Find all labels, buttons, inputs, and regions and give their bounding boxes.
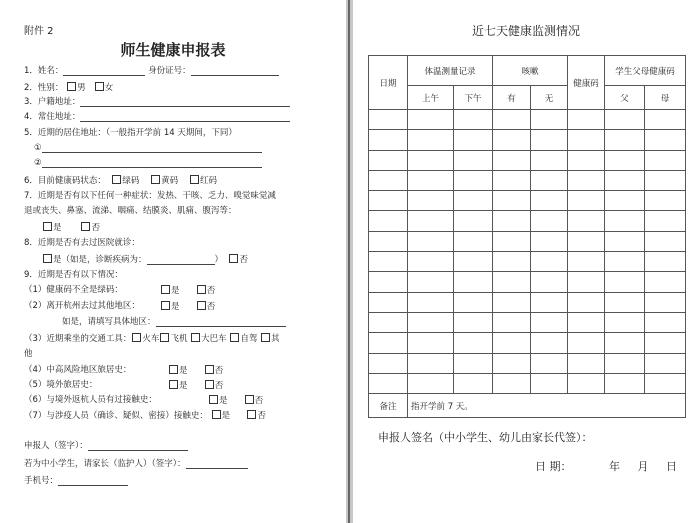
situation-3-tail: 他 [24,349,33,359]
table-cell[interactable] [493,211,531,231]
date-row [535,460,677,473]
green-code-label: 绿码 [122,176,140,186]
table-row [369,333,686,353]
self-drive-checkbox[interactable] [230,333,239,342]
address-2-field[interactable] [42,159,262,168]
table-cell[interactable] [369,312,408,332]
table-cell[interactable] [531,170,568,190]
hospital-question: 8．近期是否有去过医院就诊： [24,238,140,248]
table-cell[interactable] [605,130,645,150]
table-cell[interactable] [408,211,454,231]
table-cell[interactable] [645,252,686,272]
table-cell[interactable] [605,110,645,130]
table-cell[interactable] [493,130,531,150]
name-row [24,66,279,76]
table-cell[interactable] [454,312,493,332]
plane-label: 飞机 [170,334,188,344]
form-title: 师生健康申报表 [120,41,226,59]
table-cell[interactable] [408,170,454,190]
symptoms-question-line2: 退或丧失、鼻塞、流涕、咽痛、结膜炎、肌痛、腹泻等： [24,206,237,216]
bus-label: 大巴车 [201,334,227,344]
table-cell[interactable] [493,272,531,292]
table-row [369,170,686,190]
table-cell[interactable] [454,231,493,251]
household-address-field[interactable] [80,98,290,107]
region-field[interactable] [156,318,286,327]
right-page [353,0,699,523]
health-code-label: 6．目前健康码状态： [24,176,106,186]
current-address-row [24,112,290,122]
table-cell[interactable] [568,312,605,332]
situation-5-yes-label: 是 [179,381,188,391]
address-1-row [34,143,262,153]
hospital-no-label: 否 [239,255,248,265]
situation-2-no-label: 否 [206,302,216,312]
monitoring-table [368,55,686,418]
guardian-signature-field[interactable] [186,460,248,469]
table-cell[interactable] [568,130,605,150]
situation-4-answers [168,365,223,376]
table-cell[interactable] [605,272,645,292]
other-checkbox[interactable] [261,333,270,342]
table-cell[interactable] [605,211,645,231]
signature-label: 申报人（签字）： [24,441,88,451]
situation-5-no-checkbox[interactable] [205,380,214,389]
table-row [369,191,686,211]
table-cell[interactable] [454,191,493,211]
table-cell[interactable] [408,252,454,272]
table-cell[interactable] [454,373,493,393]
subheader-cough-no: 无 [531,86,568,110]
situation-1-no-checkbox[interactable] [197,285,206,294]
situation-7-yes-checkbox[interactable] [212,410,221,419]
table-cell[interactable] [369,150,408,170]
table-cell[interactable] [369,292,408,312]
situation-4-row [24,365,131,375]
table-row [369,130,686,150]
situation-4-yes-label: 是 [179,366,188,376]
diagnosis-field[interactable] [147,256,215,265]
table-cell[interactable] [645,272,686,292]
situation-2-no-checkbox[interactable] [197,301,206,310]
table-cell[interactable] [493,292,531,312]
situation-1-answers [160,285,215,296]
situation-1-label: （1）健康码不全是绿码： [24,285,123,295]
situation-6-label: （6）与境外返杭人员有过接触史： [24,395,157,405]
table-cell[interactable] [408,312,454,332]
situation-6-row [24,395,157,405]
situation-4-no-label: 否 [214,366,224,376]
table-cell[interactable] [408,110,454,130]
male-label: 男 [77,83,86,93]
table-row [369,150,686,170]
situation-6-yes-checkbox[interactable] [209,395,218,404]
table-cell[interactable] [605,231,645,251]
red-code-label: 红码 [199,176,217,186]
table-cell[interactable] [605,191,645,211]
situations-question: 9．近期是否有以下情况： [24,270,123,280]
table-cell[interactable] [568,292,605,312]
table-row [369,110,686,130]
phone-row [24,476,128,486]
table-cell[interactable] [408,272,454,292]
table-cell[interactable] [408,191,454,211]
situation-4-yes-checkbox[interactable] [169,365,178,374]
table-cell[interactable] [645,150,686,170]
table-cell[interactable] [605,353,645,373]
table-cell[interactable] [568,191,605,211]
table-row [369,231,686,251]
table-cell[interactable] [369,211,408,231]
table-cell[interactable] [568,110,605,130]
table-cell[interactable] [645,353,686,373]
table-row [369,312,686,332]
table-cell[interactable] [369,272,408,292]
table-cell[interactable] [645,191,686,211]
current-address-field[interactable] [80,113,290,122]
hospital-yes-label: 是（如是，诊断疾病为： [53,255,147,265]
situation-2-row [24,301,140,311]
situation-6-no-label: 否 [254,396,264,406]
name-label: 1．姓名： [24,66,64,76]
plane-checkbox[interactable] [160,333,169,342]
situation-3-label: （3）近期乘坐的交通工具： [24,334,132,344]
table-cell[interactable] [408,150,454,170]
name-field[interactable] [63,67,145,76]
table-cell[interactable] [454,170,493,190]
table-cell[interactable] [605,333,645,353]
note-text: 指开学前 7 天。 [408,394,686,418]
female-label: 女 [104,83,114,93]
table-cell[interactable] [568,252,605,272]
situation-6-yes-label: 是 [219,396,228,406]
situation-5-no-label: 否 [214,381,224,391]
table-cell[interactable] [408,292,454,312]
table-cell[interactable] [493,191,531,211]
note-label: 备注 [369,394,408,418]
region-fill-label: 如是，请填写具体地区： [62,317,156,327]
table-cell[interactable] [369,170,408,190]
table-cell[interactable] [605,150,645,170]
address-1-label: ① [34,143,42,153]
subheader-father: 父 [605,86,645,110]
situation-3-row [24,333,280,344]
situation-5-label: （5）境外旅居史： [24,380,98,390]
table-cell[interactable] [605,373,645,393]
symptoms-question-line1: 7．近期是否有以下任何一种症状：发热、干咳、乏力、嗅觉味觉减 [24,191,276,201]
table-cell[interactable] [493,150,531,170]
female-checkbox[interactable] [95,82,104,91]
situation-1-no-label: 否 [206,286,216,296]
phone-label: 手机号： [24,476,59,486]
table-cell[interactable] [568,353,605,373]
table-cell[interactable] [454,130,493,150]
subheader-mother: 母 [645,86,686,110]
situation-7-label: （7）与涉疫人员（确诊、疑似、密接）接触史： [24,411,208,421]
red-code-checkbox[interactable] [190,175,199,184]
table-cell[interactable] [605,252,645,272]
table-cell[interactable] [493,252,531,272]
table-cell[interactable] [645,211,686,231]
table-cell[interactable] [454,292,493,312]
table-cell[interactable] [408,130,454,150]
table-cell[interactable] [645,231,686,251]
other-label: 其 [271,334,280,344]
situation-7-yes-label: 是 [221,411,231,421]
table-cell[interactable] [605,312,645,332]
table-cell[interactable] [531,130,568,150]
situation-1-row [24,285,123,295]
subheader-am: 上午 [408,86,454,110]
table-cell[interactable] [531,191,568,211]
male-checkbox[interactable] [67,82,76,91]
yellow-code-checkbox[interactable] [151,175,160,184]
table-cell[interactable] [645,292,686,312]
table-cell[interactable] [454,211,493,231]
address-1-field[interactable] [42,144,262,153]
table-cell[interactable] [568,170,605,190]
appendix-label: 附件 2 [24,26,54,37]
table-cell[interactable] [454,272,493,292]
blank-rows [369,110,686,394]
table-cell[interactable] [493,312,531,332]
table-cell[interactable] [493,333,531,353]
table-cell[interactable] [454,150,493,170]
header-health-code: 健康码 [568,56,605,110]
table-cell[interactable] [531,150,568,170]
situation-2-label: （2）离开杭州去过其他地区： [24,301,140,311]
guardian-label: 若为中小学生，请家长（监护人）（签字）： [24,459,186,469]
table-cell[interactable] [493,110,531,130]
table-cell[interactable] [531,252,568,272]
hospital-answer-row [42,254,248,265]
address-2-label: ② [34,158,42,168]
symptoms-yes-label: 是 [53,223,62,233]
table-cell[interactable] [605,292,645,312]
header-date: 日期 [369,56,408,110]
signature-row [24,441,188,451]
table-cell[interactable] [369,231,408,251]
table-cell[interactable] [645,130,686,150]
situation-1-yes-label: 是 [171,286,180,296]
table-cell[interactable] [369,333,408,353]
page-divider [346,0,353,523]
table-row [369,353,686,373]
table-cell[interactable] [493,231,531,251]
table-cell[interactable] [454,252,493,272]
table-cell[interactable] [369,353,408,373]
yellow-code-label: 黄码 [161,176,179,186]
date-label: 日 期： [535,460,572,473]
table-cell[interactable] [531,333,568,353]
situation-6-answers [208,395,263,406]
table-cell[interactable] [568,150,605,170]
bus-checkbox[interactable] [191,333,200,342]
household-label: 3．户籍地址： [24,97,81,107]
symptoms-no-label: 否 [91,223,100,233]
table-cell[interactable] [531,272,568,292]
id-number-field[interactable] [191,67,279,76]
region-fill-row [62,317,286,327]
table-row [369,211,686,231]
table-cell[interactable] [645,373,686,393]
table-cell[interactable] [408,333,454,353]
green-code-checkbox[interactable] [112,175,121,184]
symptoms-yes-checkbox[interactable] [43,222,52,231]
table-cell[interactable] [568,333,605,353]
situation-2-yes-label: 是 [171,302,180,312]
year-label: 年 [609,460,620,473]
left-page [0,0,346,523]
table-row [369,272,686,292]
table-row [369,292,686,312]
monitoring-title: 近七天健康监测情况 [471,24,580,38]
train-checkbox[interactable] [132,333,141,342]
subheader-cough-yes: 有 [493,86,531,110]
health-code-row [24,175,217,186]
self-drive-label: 自驾 [240,334,258,344]
table-cell[interactable] [645,312,686,332]
table-cell[interactable] [369,110,408,130]
table-cell[interactable] [531,312,568,332]
signature-field[interactable] [88,442,188,451]
table-cell[interactable] [568,373,605,393]
table-cell[interactable] [454,353,493,373]
hospital-close-paren: ） [214,255,224,265]
symptoms-answer-row [42,222,100,233]
situation-2-answers [160,301,215,312]
month-label: 月 [637,460,649,473]
situation-2-yes-checkbox[interactable] [161,301,170,310]
table-cell[interactable] [531,110,568,130]
table-cell[interactable] [454,333,493,353]
table-cell[interactable] [408,353,454,373]
situation-5-row [24,380,97,390]
situation-4-no-checkbox[interactable] [205,365,214,374]
table-cell[interactable] [493,353,531,373]
table-cell[interactable] [605,170,645,190]
gender-label: 2．性别： [24,83,64,93]
table-cell[interactable] [531,292,568,312]
table-cell[interactable] [531,211,568,231]
table-cell[interactable] [454,110,493,130]
table-cell[interactable] [645,170,686,190]
table-cell[interactable] [645,110,686,130]
table-cell[interactable] [493,373,531,393]
situation-1-yes-checkbox[interactable] [161,285,170,294]
recent-address-question: 5．近期的居住地址：（一般指开学前 14 天期间，下同） [24,128,237,138]
table-cell[interactable] [568,231,605,251]
hospital-yes-checkbox[interactable] [43,254,52,263]
subheader-pm: 下午 [454,86,493,110]
signature-prompt: 申报人签名（中小学生、幼儿由家长代签）： [378,431,593,444]
situation-7-no-label: 否 [257,411,266,421]
table-cell[interactable] [408,373,454,393]
household-row [24,97,290,107]
current-address-label: 4．常住地址： [24,112,81,122]
situation-5-answers [168,380,223,391]
table-cell[interactable] [531,231,568,251]
table-row [369,252,686,272]
situation-4-label: （4）中高风险地区旅居史： [24,365,132,375]
table-cell[interactable] [568,211,605,231]
gender-row [24,82,113,93]
situation-6-no-checkbox[interactable] [245,395,254,404]
table-cell[interactable] [369,191,408,211]
guardian-row [24,459,248,469]
table-row [369,373,686,393]
address-2-row [34,158,262,168]
table-cell[interactable] [369,252,408,272]
header-parent-code: 学生父母健康码 [605,56,686,86]
train-label: 火车 [142,334,160,344]
table-cell[interactable] [531,353,568,373]
table-cell[interactable] [369,373,408,393]
table-cell[interactable] [645,333,686,353]
table-cell[interactable] [493,170,531,190]
table-cell[interactable] [408,231,454,251]
situation-7-no-checkbox[interactable] [247,410,256,419]
header-cough: 咳嗽 [493,56,568,86]
hospital-no-checkbox[interactable] [229,254,238,263]
symptoms-no-checkbox[interactable] [81,222,90,231]
phone-field[interactable] [58,477,128,486]
situation-7-row [24,410,266,421]
table-cell[interactable] [531,373,568,393]
situation-5-yes-checkbox[interactable] [169,380,178,389]
table-cell[interactable] [369,130,408,150]
table-cell[interactable] [568,272,605,292]
day-label: 日 [666,460,677,473]
id-label: 身份证号： [148,66,191,76]
header-temperature: 体温测量记录 [408,56,493,86]
